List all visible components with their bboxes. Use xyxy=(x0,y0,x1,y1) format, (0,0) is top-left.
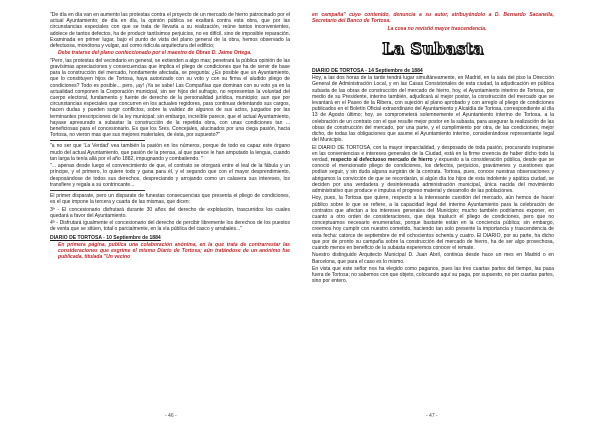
editor-note: en campaña" cuyo contenido, denuncia a su autor, atribuyéndolo a D. Bernardo Sacanella, Secretario del Banco de Tortosa. xyxy=(312,12,554,25)
body-paragraph: Nuestro distinguido Arquitecto Municipal D. Juan Abril, continúa desde hace un mes en Madrid o en Barcelona, que para el caso es lo mismo. xyxy=(312,252,554,265)
quoted-paragraph: "Pero, las protestas del vecindario en general, se extienden a algo mas; penetrará la pública opinión de las gravísimas apreciaciones y consecuencias que implica el pliego de condiciones que ha de servir de base para la construcción del mercado, hondamente afectada, se pregunta: ¿Es posible que un Ayuntamiento, que lo constituyen hijos de Tortosa, haya autorizado con su voto y con su firma el aludido pliego de condiciones? Todo es posible... pero, ¡ay! ¡Ya se sabe! Las Compañías que dominan con su voto ya en la actualidad componen la Corporación municipal, sin ser hijos del sufragio, no representan la voluntad del cuerpo electoral, fundamento y fuente de derecho de la personalidad jurídica, municipio; aun que por circunstancias especiales que concurren en los actuales regidores, para continuar detentando sus cargos, hacen dudas y pueden surgir conflictos, sobre la validez de algunos de sus actos, juzgados por las terminantes prescripciones de la ley municipal; sin embargo, increíble parece, que el actual Ayuntamiento, hayase apresurado a subastar la construcción de la repetida obra, con unas condiciones tan ... beneficiosas para el concesionario. Es que los Sres. Concejales, alucinados por una ciega pasión, hacia Tortosa, no vieron mas que sus mejores materiales, de ésta, por supuesto?" xyxy=(50,57,290,139)
source-date-heading: DIARIO DE TORTOSA - 14 Septiembre de 1884 xyxy=(312,67,423,74)
quoted-paragraph: "a no ser que 'La Verdad' vea también la pasión en los números, porque de todo es capaz este órgano mudo del actual Ayuntamiento, que pasión de la prensa, al que parece le han amputado la lengua, cuando tan larga la tenía allá por el año 1882, impugnando y combatiendo. " xyxy=(50,143,290,162)
left-page-column xyxy=(50,12,290,262)
body-paragraph: Hoy, pues, la Tortosa que quiere, respecto a la interesante cuestión del mercado, aún hemos de hacer público sobre lo que se refiere, a la capacidad legal del interino Ayuntamiento para la celebración de contratos que afectan a los intereses generales del Municipio; mucho también podríamos exponer, en cuanto a otro orden de consideraciones, que deja traslucir el pliego de condiciones, pero que no conceptuamos necesario enumerarlas, porque bastante están en la conciencia pública; sin embargo, creemos hoy cumplir con nuestro cometido, haciendo tan solo presente la importancia y trascendencia de esta fecha: catorce de septiembre de mil ochocientos ochenta y cuatro. El DIARIO, por su parte, ha dicho que por de pronto su campaña sobre la construcción del mercado de hierro, ha de ser algo provechosa, cuando menos en beneficio de la subasta esperemos conocer el remate. xyxy=(312,195,554,252)
body-paragraph: Hoy, a las dos horas de la tarde tendrá lugar simultáneamente, en Madrid, en la sala del piso la Dirección General de Administración Local, y en las Casas Consistoriales de esta ciudad, la adjudicación en pública subasta de las obras de construcción del mercado de hierro, hoy, el Ayuntamiento interino de Tortosa, por medio de su Presidente, interino también, adjudicará al mejor postor, la construcción del mercado que se levantará en el Paseo de la Ribera, con sujeción al plano aprobado y con arreglo al pliego de condiciones publicados en el Boletín Oficial extraordinario del Ayuntamiento y Alcaldía de Tortosa, correspondiente al día 13 de Agosto último; hoy, se comprometerá solemnemente el Ayuntamiento interino de Tortosa, a la celebración de un contrato con el que resulte mejor postor en la subasta, para asegurar la realización de las obras de construcción del mercado, por una parte, y el cumplimiento por otra, de las condiciones, mejor dicho, de todas las obligaciones que asume el Ayuntamiento interino, considerándose representante legal del Municipio. xyxy=(312,75,554,144)
editor-note: En primera página, publica una colaboración anónima, en la que trata de contrarrestar las consideraciones que esgrime el mismo Diario de Tortosa; aún tratándose de un anónimo fue publicada, titulada "Un vecino xyxy=(58,242,290,261)
body-text: El DIARIO DE TORTOSA, con la mayor imparcialidad, y desposado de toda pasión, procurando inspirarse en las conveniencias e intereses generales de la Ciudad, está en la firme creencia de haber dicho todo la verdad, xyxy=(312,144,554,164)
quoted-paragraph: "... apenas desde luego el convencimiento de que, el contrato se otorgará entre el leal de la fábula y un príncipe, y el primero, lo quiere todo y gana para él, y el segundo que con el mayor desprendimiento, desposándose de todos sus derechos, despreciando y arrojando como un calavera sus intereses, los transfiere y regala a su contrincante... xyxy=(50,163,290,188)
editor-note: Debe tratarse del plano confeccionado por el maestro de Obras D. Jaime Ortega. xyxy=(58,50,252,57)
body-paragraph: El primer disparate, pero un disparate de funestas consecuencias que presenta el pliego de condiciones, es el que impone la tercera y cuarta de las mismas, que dicen: xyxy=(50,193,290,206)
source-date-heading: DIARIO DE TORTOSA - 10 Septiembre de 1884 xyxy=(50,234,161,241)
right-page-column xyxy=(312,12,554,286)
body-paragraph: 3ª - El concesionario disfrutará durante 30 años del derecho de explotación, trascurridos los cuales quedará a favor del Ayuntamiento. xyxy=(50,206,290,219)
body-paragraph: 4ª - Disfrutará igualmente el concesionario del derecho de percibir libremente los derechos de los puestos de venta que se sitúen, total o parcialmente, en la vía pública del casco y arrabales..." xyxy=(50,220,290,233)
separator-line xyxy=(50,140,145,141)
separator-line xyxy=(50,190,145,191)
body-paragraph: En vista que este señor nos ha elegido como paganos, pues las tres cuartas partes del tiempo, las pasa fuera de Tortosa; no sabemos con que objeto, colocando aquí su paga, por supuesto, no por cuartas partes, sino por entero. xyxy=(312,266,554,285)
section-title: La Subasta xyxy=(382,38,484,58)
quoted-paragraph: "De día en día van en aumento las protestas contra el proyecto de un mercado de hierro patrocinado por el actual Ayuntamiento; de día en día, la opinión pública se exaltará contra esta obra, que por las circunstancias especiales con que se trata de llevarla a su realización, reúne tantos inconvenientes, adolece de tantos defectos, ha de producir tantísimos perjuicios, no es difícil, sino de imposible reparación. Examinada en primer lugar, bajo el punto de vista del plano general de la obra, hemos observado la defectuosa, monótona y vulgar, así como ridícula arquitectura del edificio; xyxy=(50,12,290,50)
editor-note: La cosa no revistió mayor trascendencia. xyxy=(387,25,487,32)
page-number-left: - 46 - xyxy=(165,413,177,419)
page-number-right: - 47 - xyxy=(426,413,438,419)
body-text: y expuesto a la consideración pública, desde que se conoció el mencionado pliego de condiciones, los defectos, perjuicios, gravámenes y cuestiones que podían seguir, y sin duda alguna surgirán de la contrata. Tortosa, pues, conoce nuestras observaciones y abrigamos la convicción de que se recordarán, si algún día los hijos de esta indolente y apática ciudad, se deciden por una verdadera y desinteresada administración municipal, única nacida del movimiento administrativo que produce e impulsa el progreso material y desarrollo de las poblaciones. xyxy=(312,157,554,195)
emphasized-text: respecto al defectuoso mercado de hierro xyxy=(330,157,433,164)
body-paragraph xyxy=(312,145,554,195)
